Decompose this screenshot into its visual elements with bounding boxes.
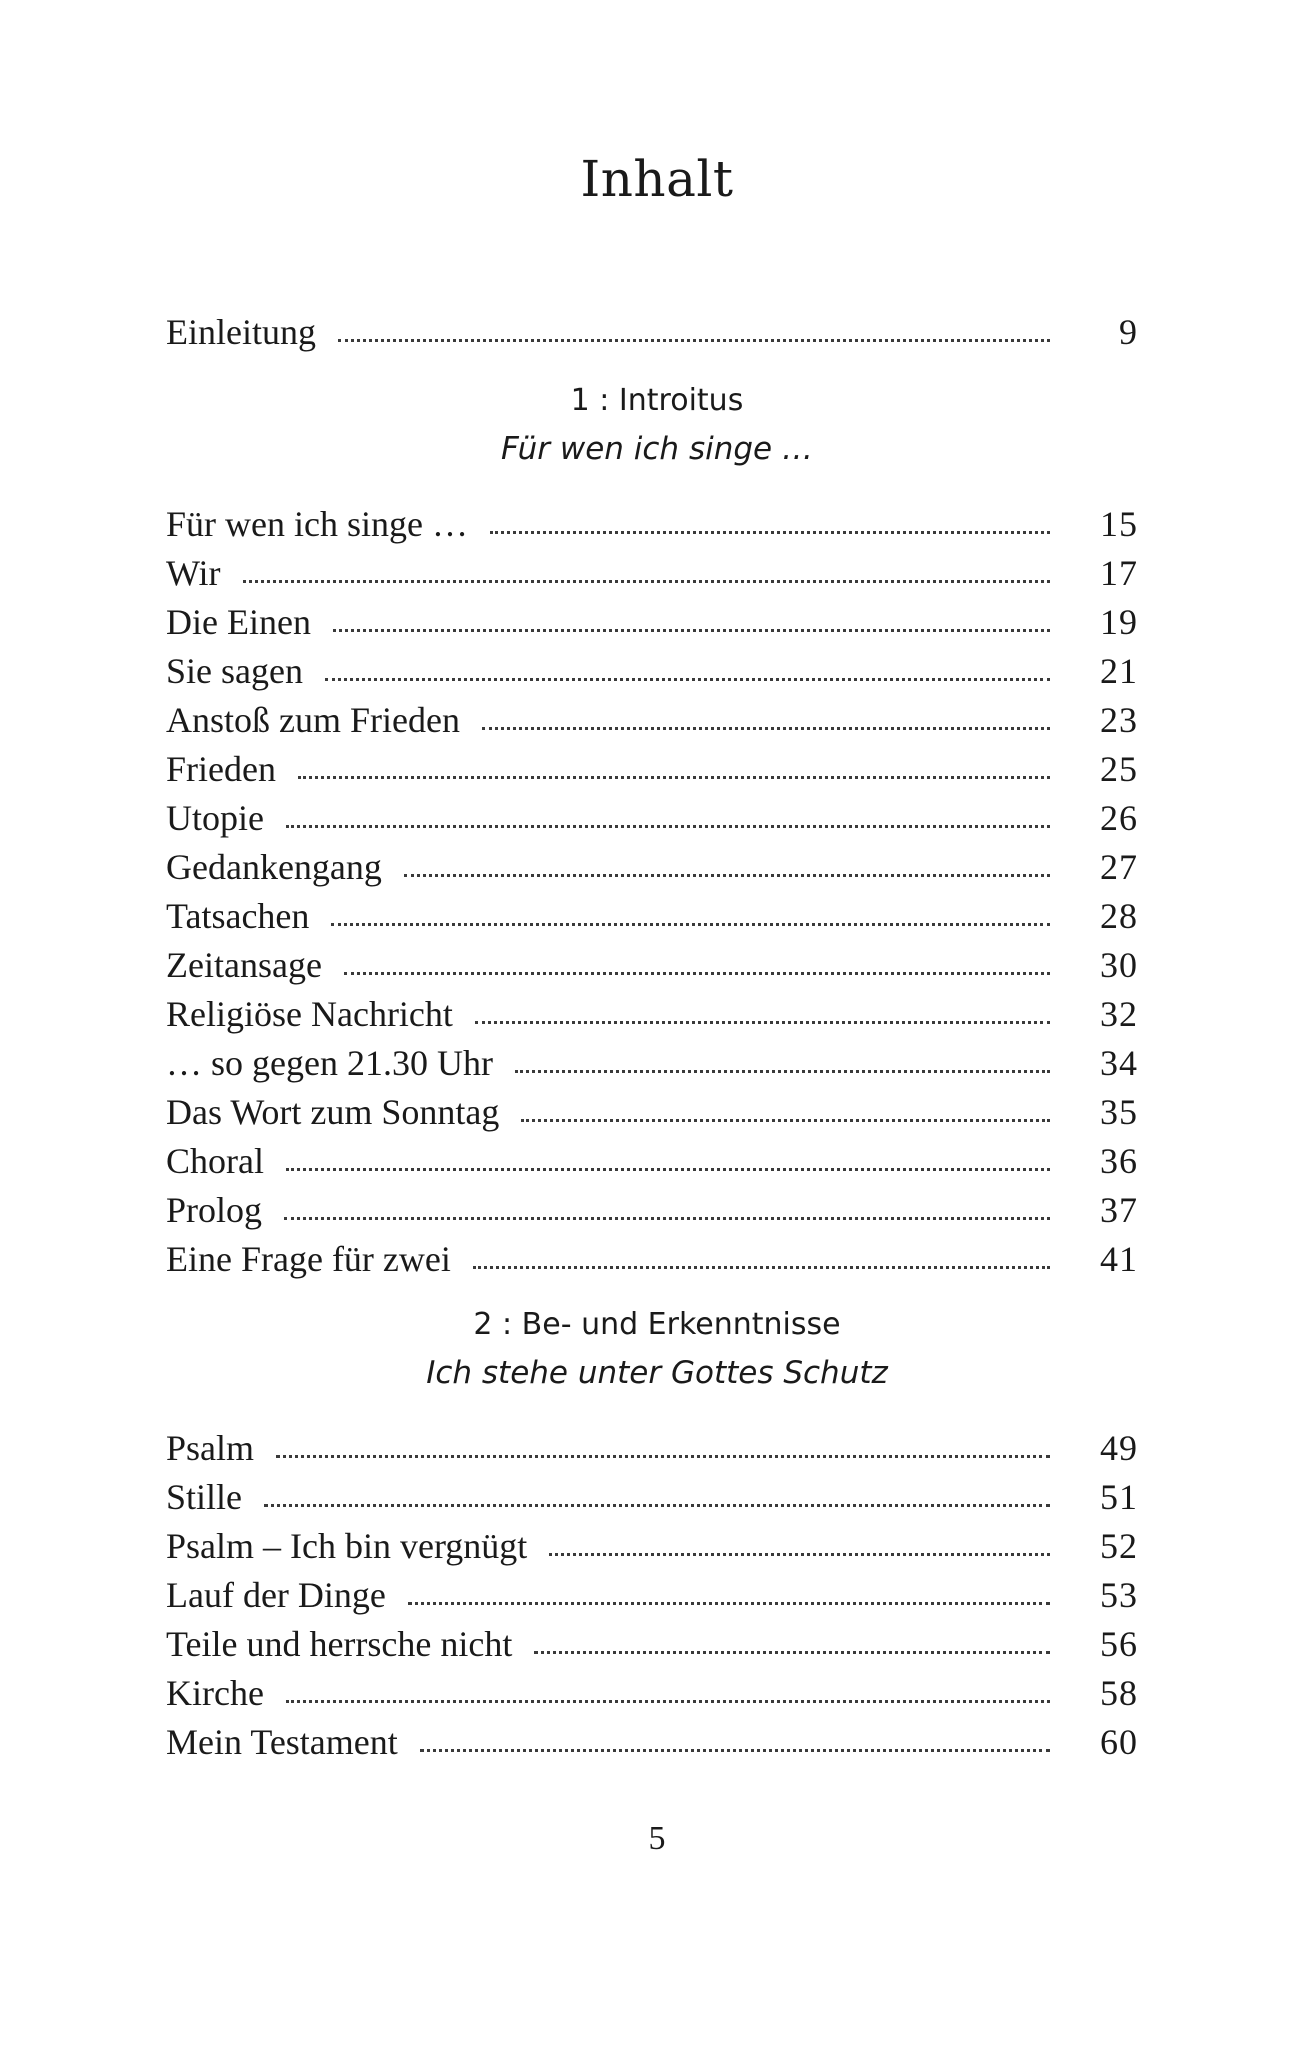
toc-list-section-1 bbox=[166, 500, 1138, 1284]
section-heading-1 bbox=[0, 378, 1314, 474]
toc-entry bbox=[166, 843, 1138, 892]
toc-entry-label: Das Wort zum Sonntag bbox=[166, 1092, 500, 1132]
section-subtitle: Für wen ich singe … bbox=[501, 431, 813, 467]
dot-leader bbox=[521, 1119, 1050, 1122]
toc-entry-page: 17 bbox=[1100, 553, 1138, 593]
toc-entry-label: Utopie bbox=[166, 798, 264, 838]
toc-entry-label: Psalm bbox=[166, 1428, 255, 1468]
dot-leader bbox=[490, 531, 1050, 534]
toc-entry-page: 9 bbox=[1119, 312, 1138, 352]
toc-intro bbox=[166, 308, 1138, 357]
toc-entry bbox=[166, 892, 1138, 941]
dot-leader bbox=[243, 580, 1050, 583]
toc-entry bbox=[166, 1235, 1138, 1284]
toc-entry-page: 49 bbox=[1100, 1428, 1138, 1468]
toc-entry-page: 35 bbox=[1100, 1092, 1138, 1132]
toc-entry bbox=[166, 990, 1138, 1039]
toc-entry-page: 52 bbox=[1100, 1526, 1138, 1566]
section-heading-2 bbox=[0, 1302, 1314, 1398]
toc-entry-label: Eine Frage für zwei bbox=[166, 1239, 451, 1279]
toc-entry-label: Frieden bbox=[166, 749, 276, 789]
toc-entry bbox=[166, 1473, 1138, 1522]
dot-leader bbox=[298, 776, 1050, 779]
toc-entry-page: 34 bbox=[1100, 1043, 1138, 1083]
toc-entry bbox=[166, 696, 1138, 745]
toc-entry-page: 37 bbox=[1100, 1190, 1138, 1230]
toc-entry bbox=[166, 1718, 1138, 1767]
toc-entry-label: Lauf der Dinge bbox=[166, 1575, 386, 1615]
toc-entry bbox=[166, 1186, 1138, 1235]
toc-entry-page: 21 bbox=[1100, 651, 1138, 691]
toc-entry-label: Zeitansage bbox=[166, 945, 322, 985]
toc-entry-page: 28 bbox=[1100, 896, 1138, 936]
dot-leader bbox=[338, 339, 1050, 342]
toc-entry-page: 51 bbox=[1100, 1477, 1138, 1517]
toc-entry-label: Wir bbox=[166, 553, 221, 593]
toc-entry-label: Einleitung bbox=[166, 312, 316, 352]
toc-entry-label: Choral bbox=[166, 1141, 264, 1181]
dot-leader bbox=[264, 1504, 1050, 1507]
toc-entry bbox=[166, 1669, 1138, 1718]
page-title: Inhalt bbox=[580, 150, 734, 208]
dot-leader bbox=[276, 1455, 1050, 1458]
toc-entry-page: 25 bbox=[1100, 749, 1138, 789]
dot-leader bbox=[286, 1700, 1050, 1703]
toc-entry-page: 15 bbox=[1100, 504, 1138, 544]
toc-entry bbox=[166, 794, 1138, 843]
toc-entry bbox=[166, 500, 1138, 549]
toc-entry-page: 60 bbox=[1100, 1722, 1138, 1762]
toc-entry-page: 53 bbox=[1100, 1575, 1138, 1615]
toc-entry bbox=[166, 941, 1138, 990]
dot-leader bbox=[473, 1266, 1050, 1269]
toc-entry bbox=[166, 745, 1138, 794]
dot-leader bbox=[408, 1602, 1050, 1605]
toc-entry-label: Stille bbox=[166, 1477, 243, 1517]
toc-entry-label: Tatsachen bbox=[166, 896, 310, 936]
dot-leader bbox=[404, 874, 1050, 877]
toc-entry-page: 36 bbox=[1100, 1141, 1138, 1181]
dot-leader bbox=[344, 972, 1050, 975]
toc-list-section-2 bbox=[166, 1424, 1138, 1767]
toc-entry-label: Religiöse Nachricht bbox=[166, 994, 453, 1034]
dot-leader bbox=[420, 1749, 1050, 1752]
toc-entry-page: 19 bbox=[1100, 602, 1138, 642]
toc-entry bbox=[166, 1620, 1138, 1669]
toc-entry-page: 26 bbox=[1100, 798, 1138, 838]
section-title: 2 : Be- und Erkenntnisse bbox=[473, 1307, 841, 1342]
toc-entry-page: 27 bbox=[1100, 847, 1138, 887]
toc-entry-page: 58 bbox=[1100, 1673, 1138, 1713]
dot-leader bbox=[333, 629, 1050, 632]
dot-leader bbox=[331, 923, 1050, 926]
toc-entry-label: Prolog bbox=[166, 1190, 263, 1230]
toc-entry-label: Psalm – Ich bin vergnügt bbox=[166, 1526, 528, 1566]
toc-entry bbox=[166, 1137, 1138, 1186]
toc-entry bbox=[166, 308, 1138, 357]
toc-entry-page: 30 bbox=[1100, 945, 1138, 985]
section-subtitle: Ich stehe unter Gottes Schutz bbox=[426, 1355, 888, 1391]
section-title: 1 : Introitus bbox=[570, 383, 744, 418]
dot-leader bbox=[549, 1553, 1050, 1556]
toc-entry-label: Für wen ich singe … bbox=[166, 504, 468, 544]
toc-entry bbox=[166, 647, 1138, 696]
toc-entry-label: Teile und herrsche nicht bbox=[166, 1624, 513, 1664]
toc-entry bbox=[166, 1039, 1138, 1088]
dot-leader bbox=[286, 1168, 1050, 1171]
toc-entry-page: 41 bbox=[1100, 1239, 1138, 1279]
toc-entry-label: Die Einen bbox=[166, 602, 311, 642]
toc-entry bbox=[166, 549, 1138, 598]
toc-entry bbox=[166, 1522, 1138, 1571]
dot-leader bbox=[534, 1651, 1050, 1654]
dot-leader bbox=[475, 1021, 1050, 1024]
toc-entry-label: Sie sagen bbox=[166, 651, 303, 691]
page-number: 5 bbox=[648, 1820, 666, 1857]
dot-leader bbox=[284, 1217, 1050, 1220]
dot-leader bbox=[325, 678, 1050, 681]
toc-entry bbox=[166, 598, 1138, 647]
dot-leader bbox=[515, 1070, 1050, 1073]
toc-entry-label: … so gegen 21.30 Uhr bbox=[166, 1043, 493, 1083]
toc-entry-label: Kirche bbox=[166, 1673, 264, 1713]
toc-entry-page: 23 bbox=[1100, 700, 1138, 740]
toc-entry bbox=[166, 1088, 1138, 1137]
dot-leader bbox=[286, 825, 1050, 828]
toc-entry-page: 56 bbox=[1100, 1624, 1138, 1664]
toc-entry-page: 32 bbox=[1100, 994, 1138, 1034]
toc-entry-label: Anstoß zum Frieden bbox=[166, 700, 460, 740]
toc-entry-label: Gedankengang bbox=[166, 847, 382, 887]
toc-entry bbox=[166, 1424, 1138, 1473]
dot-leader bbox=[482, 727, 1050, 730]
toc-entry bbox=[166, 1571, 1138, 1620]
toc-entry-label: Mein Testament bbox=[166, 1722, 398, 1762]
